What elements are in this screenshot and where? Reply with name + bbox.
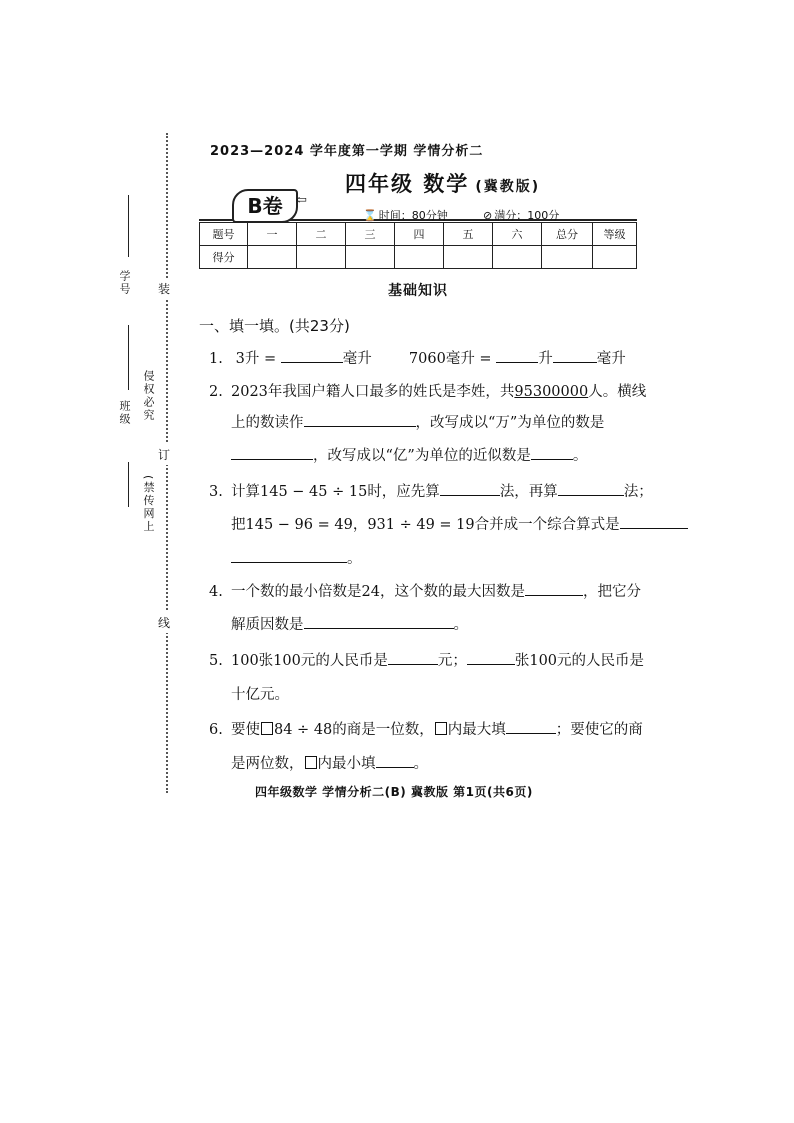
q2-text: 2023年我国户籍人口最多的姓氏是李姓，共: [231, 384, 515, 400]
q4-text: ，把它分: [582, 584, 641, 600]
q3-text: 把145 − 96 = 49，931 ÷ 49 = 19合并成一个综合算式是: [231, 517, 620, 533]
check-circle-icon: ⊘: [483, 209, 493, 222]
score-input-cell[interactable]: [493, 246, 542, 269]
student-id-label: 学号: [118, 270, 131, 296]
question-number: 3.: [209, 484, 223, 500]
question-3-line-3: [231, 547, 362, 568]
question-number: 6.: [209, 722, 223, 738]
answer-blank[interactable]: [231, 548, 347, 563]
answer-blank[interactable]: [558, 481, 624, 496]
q6-text: 内最小填: [317, 756, 376, 772]
q1-text-c: 7060毫升 =: [408, 351, 492, 367]
score-table-cell: 一: [248, 223, 297, 246]
score-info: [483, 207, 559, 223]
q1-text-d: 升: [538, 351, 553, 367]
grade-subject-title: [345, 168, 540, 198]
empty-box[interactable]: [435, 722, 447, 735]
binding-char-zhuang: 装: [158, 278, 170, 299]
question-5-line-2: [231, 683, 289, 704]
q3-text: 。: [347, 551, 362, 567]
empty-box[interactable]: [261, 722, 273, 735]
q2-text: ，改写成以“亿”为单位的近似数是: [313, 448, 531, 464]
answer-blank[interactable]: [388, 650, 438, 665]
copyright-notice: 侵权必究: [142, 370, 155, 422]
question-2-line-2: [231, 411, 604, 432]
question-1: [209, 347, 626, 368]
q6-text: 。: [413, 756, 428, 772]
q4-text: 一个数的最小倍数是24，这个数的最大因数是: [231, 584, 525, 600]
question-2-line-1: [209, 380, 646, 401]
time-label: 时间：80分钟: [378, 209, 448, 222]
answer-blank[interactable]: [231, 445, 313, 460]
hourglass-icon: ⌛: [363, 209, 377, 222]
score-table-cell: 二: [297, 223, 346, 246]
answer-blank[interactable]: [376, 753, 414, 768]
time-info: [363, 207, 448, 223]
answer-blank[interactable]: [304, 614, 454, 629]
q1-text-a: 3升 =: [235, 351, 277, 367]
q5-text: 元；: [437, 653, 467, 669]
question-4-line-2: [231, 613, 468, 634]
score-table-cell: 总分: [542, 223, 593, 246]
answer-blank[interactable]: [506, 719, 556, 734]
score-table-cell: 五: [444, 223, 493, 246]
answer-blank[interactable]: [467, 650, 515, 665]
question-3-line-1: [209, 480, 653, 501]
q3-text: 法；: [623, 484, 653, 500]
full-score-label: 满分：100分: [494, 209, 560, 222]
question-6-line-1: [209, 718, 643, 739]
score-input-cell[interactable]: [444, 246, 493, 269]
score-input-cell[interactable]: [346, 246, 395, 269]
score-input-cell[interactable]: [542, 246, 593, 269]
answer-blank[interactable]: [525, 581, 583, 596]
score-table-cell: 题号: [200, 223, 248, 246]
q1-text-b: 毫升: [342, 351, 372, 367]
score-table-cell: 四: [395, 223, 444, 246]
q6-text: 要使: [231, 722, 260, 738]
q1-text-e: 毫升: [596, 351, 626, 367]
q6-text: 是两位数，: [231, 756, 304, 772]
part-heading: 一、填一填。(共23分): [199, 317, 350, 335]
q2-text: 上的数读作: [231, 415, 304, 431]
answer-blank[interactable]: [440, 481, 500, 496]
binding-char-xian: 线: [158, 612, 170, 633]
q5-text: 十亿元。: [231, 687, 289, 703]
q2-text: 。: [572, 448, 588, 464]
grade-subject: 四年级 数学: [345, 172, 470, 196]
binding-char-ding: 订: [158, 444, 170, 465]
score-input-cell[interactable]: [593, 246, 637, 269]
question-2-line-3: [231, 444, 587, 465]
score-row-label: 得分: [200, 246, 248, 269]
score-input-cell[interactable]: [248, 246, 297, 269]
arrow-icon: ⇦: [296, 193, 307, 208]
question-number: 5.: [209, 653, 223, 669]
answer-blank[interactable]: [531, 445, 573, 460]
section-title: 基础知识: [388, 283, 448, 299]
q6-text: 内最大填: [447, 722, 506, 738]
score-table-score-row: [200, 246, 637, 269]
q2-text: ，改写成以“万”为单位的数是: [415, 415, 605, 431]
score-table-cell: 六: [493, 223, 542, 246]
class-label: 班级: [118, 400, 131, 426]
score-input-cell[interactable]: [297, 246, 346, 269]
score-table: [199, 222, 637, 269]
question-3-line-2: [231, 513, 688, 534]
question-number: 2.: [209, 384, 223, 400]
page-footer: 四年级数学 学情分析二(B) 冀教版 第1页(共6页): [255, 785, 533, 799]
answer-blank[interactable]: [496, 348, 538, 363]
q5-text: 张100元的人民币是: [514, 653, 645, 669]
answer-blank[interactable]: [620, 514, 688, 529]
class-line: [128, 325, 129, 390]
answer-blank[interactable]: [553, 348, 597, 363]
question-4-line-1: [209, 580, 641, 601]
paper-label: B卷: [232, 189, 298, 223]
question-6-line-2: [231, 752, 428, 773]
empty-box[interactable]: [305, 756, 317, 769]
score-table-cell: 三: [346, 223, 395, 246]
question-number: 1.: [209, 351, 223, 367]
exam-header: 2023—2024 学年度第一学期 学情分析二: [210, 144, 484, 159]
name-line: [128, 462, 129, 507]
student-id-line: [128, 195, 129, 257]
score-table-header-row: [200, 223, 637, 246]
answer-blank[interactable]: [281, 348, 343, 363]
q4-text: 解质因数是: [231, 617, 304, 633]
q2-text: 人。横线: [588, 384, 647, 400]
answer-blank[interactable]: [304, 412, 416, 427]
question-5-line-1: [209, 649, 644, 670]
no-upload-notice: (禁传网上: [142, 475, 155, 534]
q3-text: 计算145 − 45 ÷ 15时，应先算: [231, 484, 440, 500]
q3-text: 法，再算: [499, 484, 558, 500]
edition-label: (冀教版): [475, 179, 541, 195]
q5-text: 100张100元的人民币是: [231, 653, 388, 669]
q4-text: 。: [453, 617, 468, 633]
q2-underlined-number: 95300000: [514, 384, 589, 400]
q6-text: 84 ÷ 48的商是一位数，: [274, 722, 434, 738]
score-table-cell: 等级: [593, 223, 637, 246]
score-input-cell[interactable]: [395, 246, 444, 269]
question-number: 4.: [209, 584, 223, 600]
q6-text: ；要使它的商: [555, 722, 643, 738]
